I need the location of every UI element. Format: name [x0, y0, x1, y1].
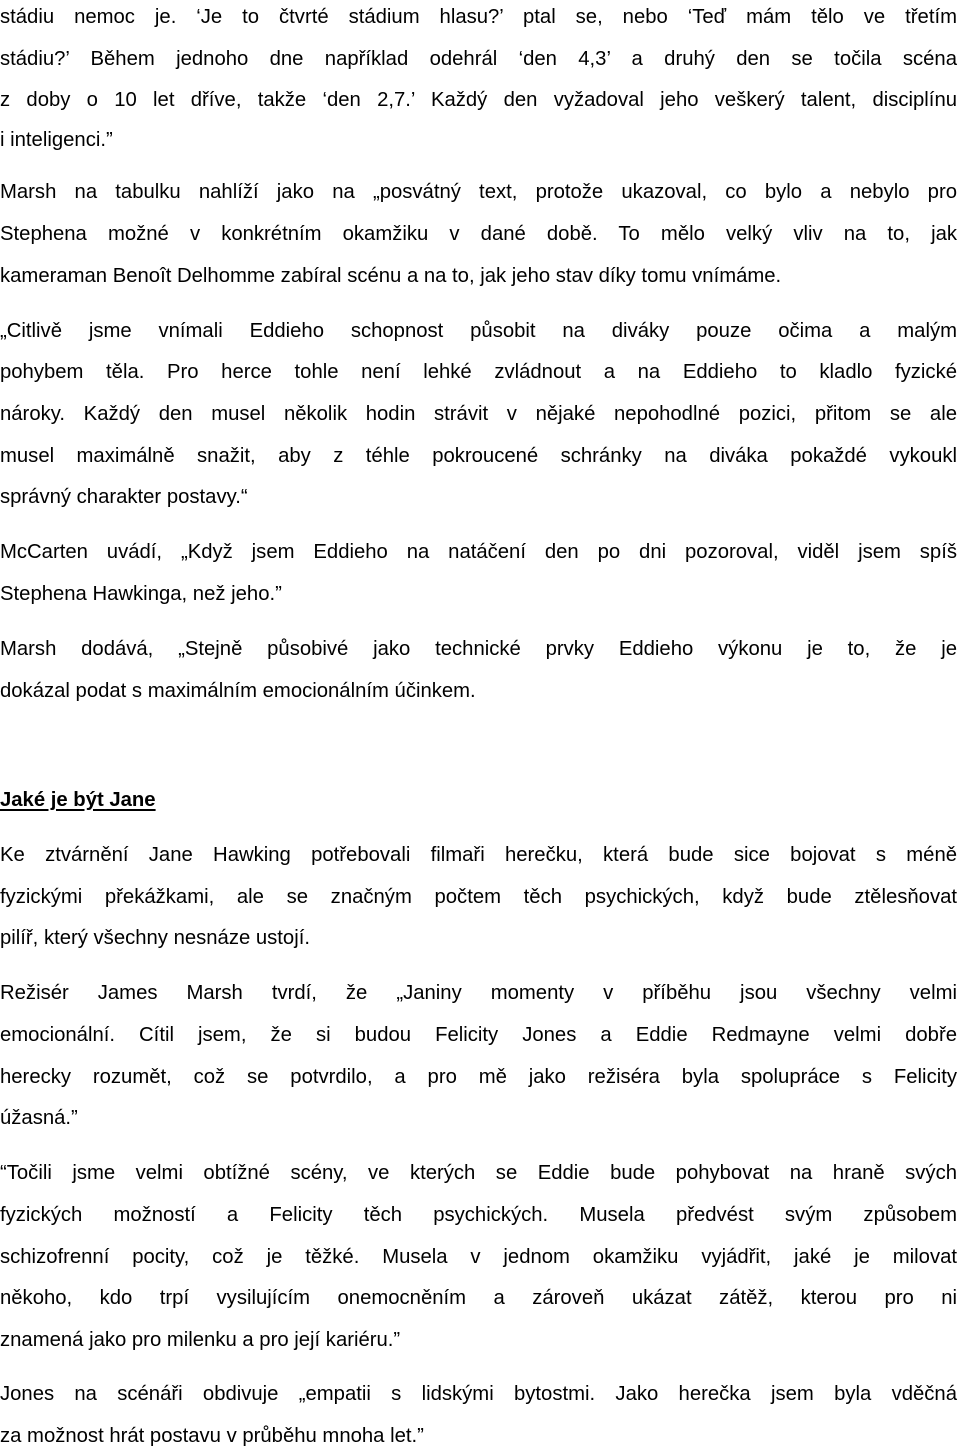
paragraph-line: někoho, kdo trpí vysilujícím onemocněním a zároveň ukázat zátěž, kterou pro ni [0, 1287, 957, 1309]
paragraph-line: za možnost hrát postavu v průběhu mnoha let.” [0, 1425, 424, 1447]
paragraph-line: úžasná.” [0, 1107, 78, 1129]
paragraph-line: fyzických možností a Felicity těch psychických. Musela předvést svým způsobem [0, 1204, 957, 1226]
paragraph-line: kameraman Benoît Delhomme zabíral scénu a na to, jak jeho stav díky tomu vnímáme. [0, 265, 782, 287]
paragraph-line: emocionální. Cítil jsem, že si budou Felicity Jones a Eddie Redmayne velmi dobře [0, 1024, 957, 1046]
paragraph-line: nároky. Každý den musel několik hodin strávit v nějaké nepohodlné pozici, přitom se ale [0, 403, 957, 425]
paragraph-line: stádiu?’ Během jednoho dne například odehrál ‘den 4,3’ a druhý den se točila scéna [0, 48, 957, 70]
paragraph-line: Jones na scénáři obdivuje „empatii s lidskými bytostmi. Jako herečka jsem byla vděčná [0, 1383, 957, 1405]
paragraph-line: McCarten uvádí, „Když jsem Eddieho na natáčení den po dni pozoroval, viděl jsem spíš [0, 541, 957, 563]
paragraph-line: Stephena možné v konkrétním okamžiku v dané době. To mělo velký vliv na to, jak [0, 223, 957, 245]
paragraph-line: z doby o 10 let dříve, takže ‘den 2,7.’ Každý den vyžadoval jeho veškerý talent, disciplínu [0, 89, 957, 111]
paragraph-line: musel maximálně snažit, aby z téhle pokroucené schránky na diváka pokaždé vykoukl [0, 445, 957, 467]
section-heading: Jaké je být Jane [0, 789, 156, 811]
paragraph-line: dokázal podat s maximálním emocionálním účinkem. [0, 680, 476, 702]
paragraph-line: pilíř, který všechny nesnáze ustojí. [0, 927, 310, 949]
paragraph-line: pohybem těla. Pro herce tohle není lehké zvládnout a na Eddieho to kladlo fyzické [0, 361, 957, 383]
paragraph-line: Stephena Hawkinga, než jeho.” [0, 583, 282, 605]
paragraph-line: stádiu nemoc je. ‘Je to čtvrté stádium hlasu?’ ptal se, nebo ‘Teď mám tělo ve třetím [0, 6, 957, 28]
paragraph-line: Marsh dodává, „Stejně působivé jako technické prvky Eddieho výkonu je to, že je [0, 638, 957, 660]
paragraph-line: “Točili jsme velmi obtížné scény, ve kterých se Eddie bude pohybovat na hraně svých [0, 1162, 957, 1184]
paragraph-line: Marsh na tabulku nahlíží jako na „posvátný text, protože ukazoval, co bylo a nebylo pro [0, 181, 957, 203]
paragraph-line: schizofrenní pocity, což je těžké. Musela v jednom okamžiku vyjádřit, jaké je milovat [0, 1246, 957, 1268]
paragraph-line: herecky rozumět, což se potvrdilo, a pro mě jako režiséra byla spolupráce s Felicity [0, 1066, 957, 1088]
paragraph-line: i inteligenci.” [0, 129, 113, 151]
paragraph-line: Režisér James Marsh tvrdí, že „Janiny momenty v příběhu jsou všechny velmi [0, 982, 957, 1004]
paragraph-line: správný charakter postavy.“ [0, 486, 248, 508]
paragraph-line: fyzickými překážkami, ale se značným počtem těch psychických, když bude ztělesňovat [0, 886, 957, 908]
paragraph-line: znamená jako pro milenku a pro její kariéru.” [0, 1329, 401, 1351]
paragraph-line: „Citlivě jsme vnímali Eddieho schopnost působit na diváky pouze očima a malým [0, 320, 957, 342]
paragraph-line: Ke ztvárnění Jane Hawking potřebovali filmaři herečku, která bude sice bojovat s méně [0, 844, 957, 866]
